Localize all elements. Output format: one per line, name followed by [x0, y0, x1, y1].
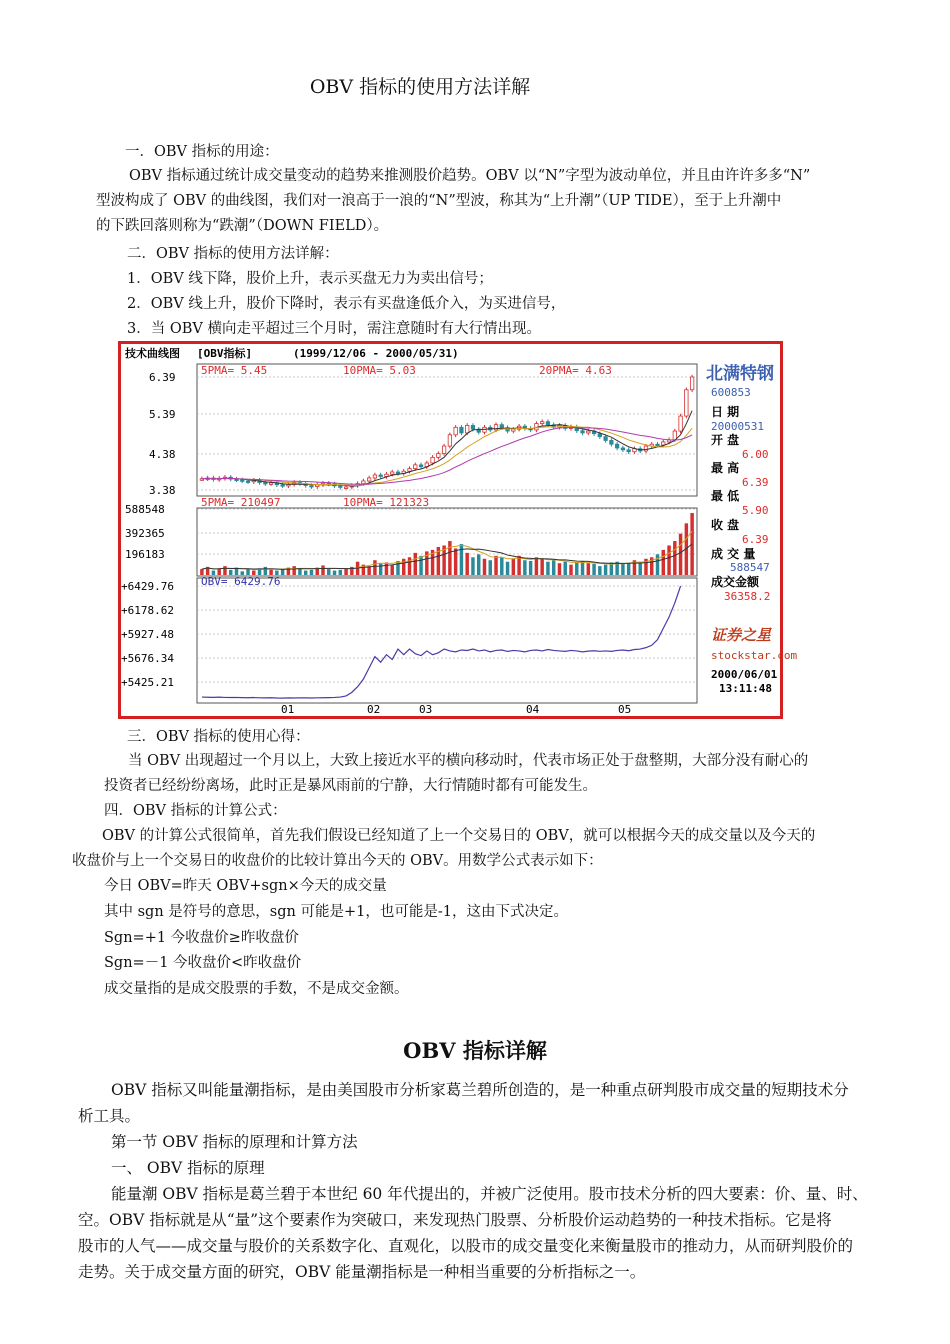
paragraph-usage [96, 164, 896, 239]
volume-bar [460, 544, 463, 575]
obv-ylabel: +6429.76 [121, 580, 174, 593]
volume-ma-label: 10PMA= 121323 [343, 496, 430, 509]
volume-bar [529, 561, 532, 575]
volume-bar [592, 564, 595, 575]
candle-body [598, 434, 601, 437]
volume-bar [552, 560, 555, 575]
volume-bar [246, 569, 249, 575]
volume-ylabel: 196183 [125, 548, 165, 561]
volume-ylabel: 392365 [125, 527, 165, 540]
candle-body [685, 390, 688, 416]
candle-body [414, 465, 417, 469]
volume-bar [621, 564, 624, 575]
volume-bar [390, 565, 393, 575]
paragraph-line: 析工具。 [78, 1107, 141, 1125]
volume-bar [269, 570, 272, 575]
volume-bar [494, 556, 497, 575]
candle-body [690, 377, 693, 390]
price-ylabel: 6.39 [149, 371, 176, 384]
info-value: 588547 [730, 561, 770, 574]
paragraph-line: 收盘价与上一个交易日的收盘价的比较计算出今天的 OBV。用数学公式表示如下： [72, 853, 603, 869]
info-value: 20000531 [711, 420, 764, 433]
candle-body [419, 465, 422, 467]
volume-bar [535, 557, 538, 575]
candle-body [512, 429, 515, 431]
candle-body [379, 475, 382, 477]
list-item: 3．当 OBV 横向走平超过三个月时，需注意随时有大行情出现。 [127, 321, 541, 337]
volume-ma-label: 5PMA= 210497 [201, 496, 281, 509]
x-tick-label: 05 [618, 703, 632, 716]
price-ylabel: 4.38 [149, 448, 176, 461]
candle-body [310, 485, 313, 487]
candle-body [390, 472, 393, 474]
volume-bar [477, 554, 480, 575]
volume-bar [569, 565, 572, 575]
candle-body [673, 431, 676, 440]
formula-line: 今日 OBV=昨天 OBV+sgn×今天的成交量 [104, 878, 387, 894]
volume-bar [598, 566, 601, 575]
volume-bar [200, 569, 203, 575]
candle-body [339, 486, 342, 488]
stock-name: 北满特钢 [706, 364, 774, 384]
price-ma-label: 5PMA= 5.45 [201, 364, 268, 377]
volume-ylabel: 588548 [125, 503, 165, 516]
volume-bar [489, 560, 492, 575]
info-value: 6.39 [742, 533, 769, 546]
volume-bar [540, 559, 543, 575]
volume-bar [373, 560, 376, 575]
volume-bar [575, 562, 578, 575]
candle-body [442, 446, 445, 454]
section-heading-experience: 三．OBV 指标的使用心得： [127, 729, 310, 745]
list-item: 2．OBV 线上升，股价下降时，表示有买盘逢低介入，为买进信号， [127, 296, 566, 312]
paragraph-line: 空。OBV 指标就是从“量”这个要素作为突破口，来发现热门股票、分析股价运动趋势的一种技术指标。它是将 [78, 1211, 832, 1229]
candle-body [344, 487, 347, 489]
candle-body [241, 480, 244, 482]
volume-bar [264, 567, 267, 575]
volume-bar [558, 563, 561, 575]
paragraph-line: OBV 指标又叫能量潮指标，是由美国股市分析家葛兰碧所创造的，是一种重点研判股市成交量的短期技术分 [111, 1081, 849, 1099]
candle-body [437, 454, 440, 458]
info-value: 6.39 [742, 476, 769, 489]
volume-bar [396, 561, 399, 575]
x-tick-label: 03 [419, 703, 433, 716]
paragraph-line: 股市的人气——成交量与股价的关系数字化、直观化，以股市的成交量变化来衡量股市的推动力，从而研判股价的 [78, 1237, 854, 1255]
volume-bar [564, 562, 567, 575]
obv-value-label: OBV= 6429.76 [201, 575, 281, 588]
candle-body [471, 425, 474, 429]
paragraph-line: 当 OBV 出现超过一个月以上，大致上接近水平的横向移动时，代表市场正处于盘整期，大部分没有耐心的 [128, 753, 809, 769]
info-value: 5.90 [742, 504, 769, 517]
timestamp-time: 13:11:48 [719, 682, 772, 695]
candle-body [610, 440, 613, 444]
x-tick-label: 04 [526, 703, 540, 716]
candle-body [367, 478, 370, 481]
candle-body [448, 435, 451, 446]
candle-body [465, 425, 468, 433]
volume-bar [679, 534, 682, 575]
volume-bar [483, 559, 486, 575]
section-title-obv-detail: OBV 指标详解 [403, 1038, 547, 1063]
volume-bar [517, 556, 520, 575]
candle-body [656, 444, 659, 446]
info-label: 最 低 [711, 489, 740, 503]
volume-bar [327, 569, 330, 575]
volume-bar [465, 553, 468, 575]
candle-body [662, 442, 665, 445]
candle-body [581, 431, 584, 433]
page-title: OBV 指标的使用方法详解 [309, 76, 531, 98]
price-ylabel: 3.38 [149, 484, 176, 497]
candle-body [500, 425, 503, 428]
volume-bar [673, 541, 676, 575]
info-label: 收 盘 [711, 518, 740, 532]
sgn-note: 其中 sgn 是符号的意思，sgn 可能是+1，也可能是-1，这由下式决定。 [104, 904, 568, 920]
volume-bar [217, 568, 220, 575]
obv-stock-chart [118, 341, 798, 719]
volume-bar [385, 562, 388, 575]
volume-bar [604, 565, 607, 575]
volume-bar [310, 570, 313, 575]
info-value: 6.00 [742, 448, 769, 461]
candle-body [615, 444, 618, 448]
candle-body [679, 416, 682, 431]
paragraph-formula [72, 824, 892, 874]
chart-header-indicator: [OBV指标] [197, 347, 253, 360]
candle-body [264, 482, 267, 484]
stock-code: 600853 [711, 386, 751, 399]
volume-bar [321, 565, 324, 575]
candle-body [431, 457, 434, 463]
obv-ylabel: +6178.62 [121, 604, 174, 617]
volume-bar [212, 571, 215, 575]
volume-bar [656, 554, 659, 575]
obv-ylabel: +5927.48 [121, 628, 174, 641]
volume-bar [292, 566, 295, 575]
paragraph-line: OBV 的计算公式很简单，首先我们假设已经知道了上一个交易日的 OBV，就可以根据今天的成交量以及今天的 [102, 828, 816, 844]
paragraph-line: 能量潮 OBV 指标是葛兰碧于本世纪 60 年代提出的，并被广泛使用。股市技术分析的四大要素：价、量、时、 [111, 1185, 868, 1203]
volume-bar [414, 553, 417, 575]
candle-body [454, 427, 457, 435]
volume-bar [546, 562, 549, 575]
candle-body [246, 481, 249, 483]
volume-note: 成交量指的是成交股票的手数，不是成交金额。 [104, 981, 409, 997]
paragraph-line: 型波构成了 OBV 的曲线图，我们对一浪高于一浪的“N”型波，称其为“上升潮”（UP TIDE），至于上升潮中 [96, 193, 782, 209]
volume-bar [344, 568, 347, 575]
sgn-positive: Sgn=+1 今收盘价≥昨收盘价 [104, 930, 299, 946]
info-label: 最 高 [711, 461, 740, 475]
candle-body [396, 472, 399, 474]
section-heading-formula: 四．OBV 指标的计算公式： [104, 803, 287, 819]
info-label: 成交金额 [711, 575, 760, 589]
info-label: 成 交 量 [711, 547, 756, 561]
price-ma-label: 20PMA= 4.63 [539, 364, 612, 377]
volume-bar [304, 571, 307, 575]
candle-body [269, 483, 272, 485]
x-tick-label: 02 [367, 703, 381, 716]
volume-bar [241, 571, 244, 575]
stockstar-logo: 证券之星 [711, 626, 772, 644]
candle-body [362, 481, 365, 484]
volume-bar [512, 559, 515, 575]
sub-heading: 一、 OBV 指标的原理 [111, 1159, 265, 1177]
paragraph-intro [78, 1077, 898, 1129]
chapter-heading: 第一节 OBV 指标的原理和计算方法 [111, 1133, 358, 1151]
paragraph-experience [104, 749, 894, 799]
price-ma-label: 10PMA= 5.03 [343, 364, 416, 377]
obv-ylabel: +5425.21 [121, 676, 174, 689]
info-label: 开 盘 [711, 433, 740, 447]
candle-body [621, 448, 624, 450]
volume-bar [638, 562, 641, 575]
candle-body [644, 446, 647, 451]
volume-bar [252, 571, 255, 575]
volume-bar [506, 562, 509, 575]
chart-header-label: 技术曲线图 [125, 347, 180, 360]
info-label: 日 期 [711, 405, 740, 419]
volume-bar [333, 571, 336, 575]
volume-bar [402, 559, 405, 575]
volume-bar [379, 563, 382, 575]
paragraph-line: 走势。关于成交量方面的研究，OBV 能量潮指标是一种相当重要的分析指标之一。 [78, 1263, 646, 1281]
candle-body [281, 485, 284, 487]
paragraph-principle [78, 1181, 898, 1285]
volume-bar [662, 550, 665, 575]
volume-bar [500, 557, 503, 575]
candle-body [546, 422, 549, 425]
candle-body [460, 427, 463, 433]
section-heading-usage: 一．OBV 指标的用途： [125, 144, 279, 160]
volume-bar [471, 557, 474, 575]
candle-body [627, 450, 630, 452]
volume-bar [298, 568, 301, 575]
volume-bar [281, 569, 284, 575]
volume-bar [339, 570, 342, 575]
paragraph-line: 的下跌回落则称为“跌潮”（DOWN FIELD）。 [96, 218, 389, 234]
candle-body [408, 469, 411, 472]
volume-bar [275, 571, 278, 575]
info-value: 36358.2 [724, 590, 771, 603]
candle-body [587, 431, 590, 433]
volume-bar [454, 548, 457, 575]
price-ylabel: 5.39 [149, 408, 176, 421]
paragraph-line: 投资者已经纷纷离场，此时正是暴风雨前的宁静，大行情随时都有可能发生。 [104, 778, 597, 794]
obv-ylabel: +5676.34 [121, 652, 174, 665]
candle-body [604, 437, 607, 441]
site-text: stockstar.com [711, 649, 798, 662]
sgn-negative: Sgn=－1 今收盘价<昨收盘价 [104, 955, 302, 971]
volume-bar [627, 563, 630, 575]
section-heading-method: 二．OBV 指标的使用方法详解： [127, 246, 339, 262]
candle-body [373, 475, 376, 478]
paragraph-line: OBV 指标通过统计成交量变动的趋势来推测股价趋势。OBV 以“N”字型为波动单位，并且由许许多多“N” [129, 168, 811, 184]
volume-bar [419, 556, 422, 575]
chart-header-range: (1999/12/06 - 2000/05/31) [293, 347, 459, 360]
volume-bar [448, 541, 451, 575]
x-tick-label: 01 [281, 703, 295, 716]
volume-bar [587, 563, 590, 575]
volume-bar [523, 560, 526, 575]
volume-bar [229, 570, 232, 575]
candle-body [540, 422, 543, 424]
volume-bar [223, 566, 226, 575]
timestamp-date: 2000/06/01 [711, 668, 778, 681]
list-item: 1．OBV 线下降，股价上升，表示买盘无力为卖出信号； [127, 271, 493, 287]
volume-bar [667, 545, 670, 575]
